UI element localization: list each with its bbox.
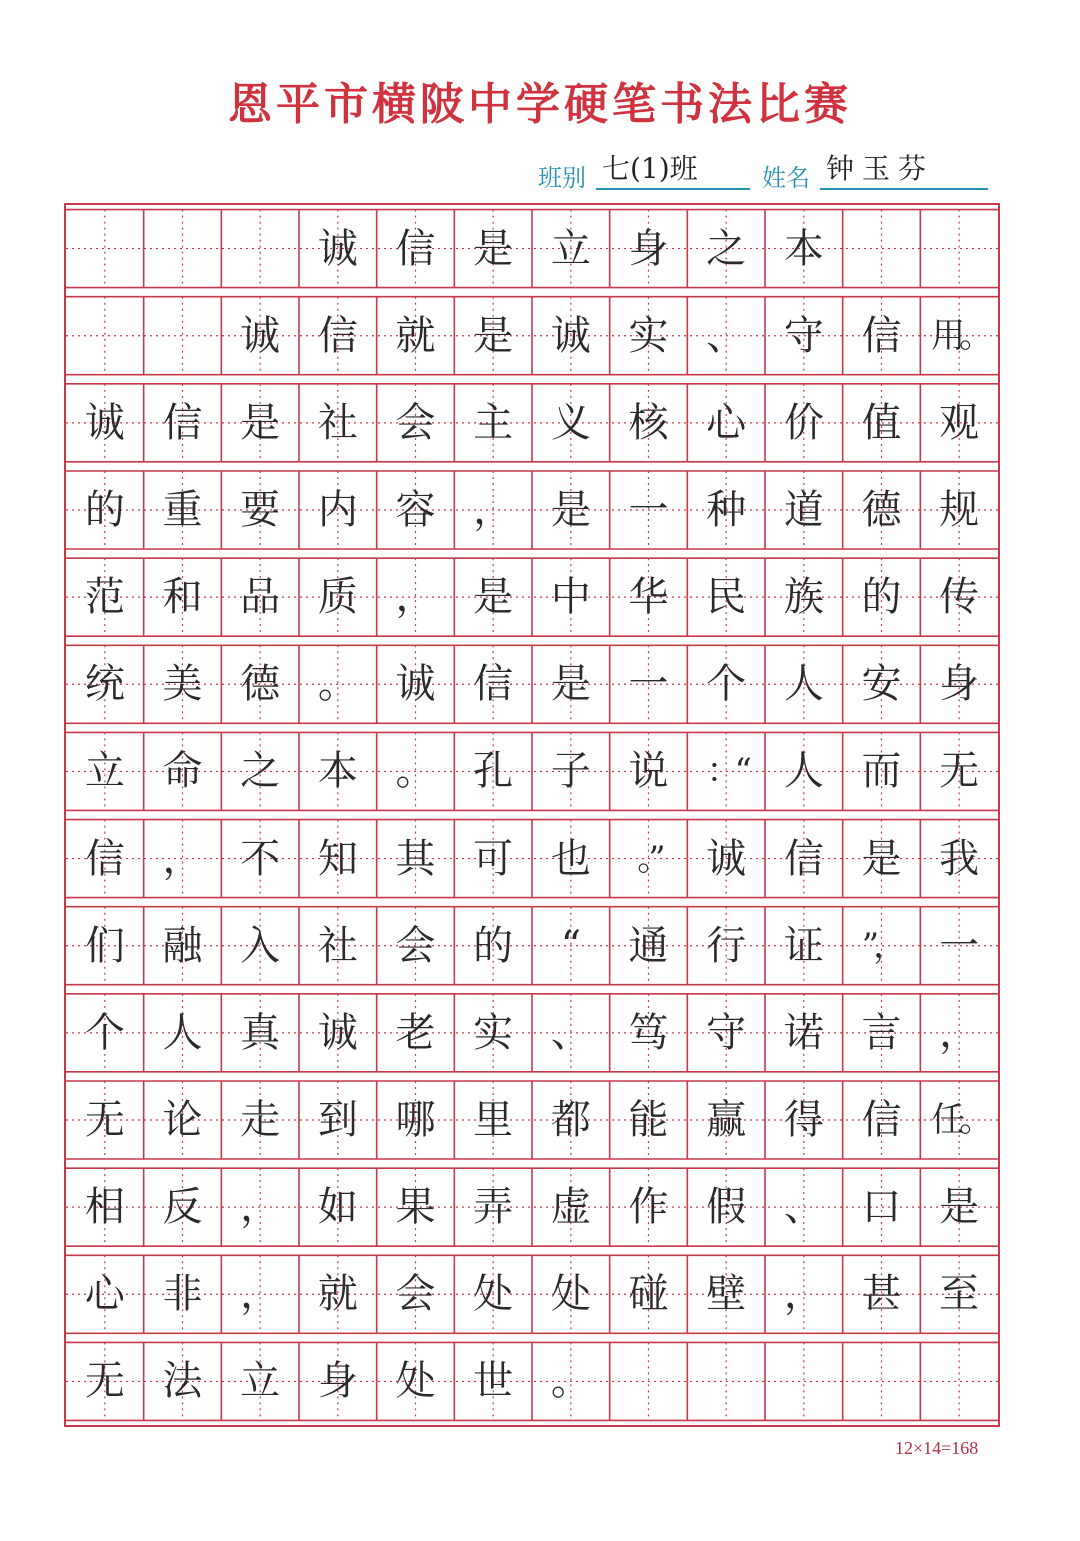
- grid-cell: 立: [240, 1358, 281, 1405]
- grid-cell: 甚: [861, 1271, 902, 1318]
- grid-cell: 得: [783, 1097, 824, 1143]
- grid-cell: 任。: [931, 1100, 988, 1140]
- grid-cell: 的: [84, 487, 125, 533]
- grid-cell: 世: [473, 1358, 514, 1405]
- grid-cell: 融: [162, 922, 203, 969]
- grid-cell: 立: [550, 225, 591, 272]
- grid-cell: 个: [84, 1009, 125, 1056]
- grid-cell: 通: [628, 922, 669, 969]
- grid-cell: 也: [550, 835, 591, 882]
- grid-cell: 子: [550, 748, 591, 795]
- grid-cell: 们: [84, 922, 125, 969]
- grid-cell: 。: [550, 1358, 591, 1405]
- grid-cell: 种: [706, 487, 747, 533]
- grid-cell: 碰: [628, 1271, 669, 1318]
- grid-cell: 言: [861, 1009, 902, 1056]
- grid-cell: 信: [395, 225, 436, 272]
- grid-cell: 之: [240, 748, 281, 795]
- grid-cell: 信: [861, 1097, 902, 1143]
- grid-cell: [144, 297, 222, 375]
- grid-cell: 真: [240, 1009, 281, 1056]
- grid-cell: [610, 1342, 688, 1420]
- grid-cell: “: [560, 922, 582, 969]
- grid-cell: 立: [84, 748, 125, 795]
- grid-cell: 一: [939, 922, 980, 969]
- grid-cell: 容: [395, 487, 436, 533]
- grid-cell: 至: [939, 1271, 980, 1318]
- grid-cell: 反: [162, 1184, 203, 1231]
- grid-cell: 安: [861, 661, 902, 708]
- cell-count: 12×14=168: [895, 1438, 979, 1458]
- grid-cell: 如: [317, 1184, 358, 1231]
- grid-cell: 作: [628, 1184, 669, 1231]
- grid-cell: ，: [783, 1271, 824, 1318]
- grid-cell: 诚: [317, 1009, 358, 1056]
- grid-cell: 入: [240, 922, 281, 969]
- grid-cell: 诚: [550, 312, 591, 359]
- grid-cell: 之: [706, 225, 747, 272]
- grid-cell: 孔: [473, 748, 514, 795]
- grid-cell: ，: [240, 1184, 281, 1231]
- grid-cell: 无: [939, 748, 980, 795]
- grid-cell: 统: [84, 661, 125, 708]
- grid-cell: 诚: [317, 225, 358, 272]
- grid-cell: [920, 210, 998, 288]
- grid-cell: 是: [550, 661, 591, 708]
- grid-cell: 里: [473, 1097, 514, 1143]
- grid-cell: 行: [706, 922, 747, 969]
- grid-cell: 诚: [84, 399, 125, 446]
- grid-cell: 品: [240, 574, 281, 621]
- grid-cell: 会: [395, 1271, 436, 1318]
- grid-cell: 的: [473, 922, 514, 969]
- grid-cell: 非: [162, 1271, 203, 1318]
- grid-cell: 民: [706, 574, 747, 621]
- grid-cell: [221, 210, 299, 288]
- grid-cell: 本: [783, 225, 824, 272]
- grid-cell: 不: [240, 835, 281, 882]
- grid-cell: 笃: [628, 1009, 669, 1056]
- grid-cell: 是: [240, 399, 281, 446]
- grid-cell: 是: [473, 312, 514, 359]
- grid-cell: 无: [84, 1358, 125, 1405]
- grid-cell: 其: [395, 835, 436, 882]
- grid-cell: 壁: [706, 1271, 747, 1318]
- grid-cell: 诚: [706, 835, 747, 882]
- grid-cell: 重: [162, 487, 203, 533]
- grid-cell: 个: [706, 661, 747, 708]
- grid-cell: 人: [783, 748, 824, 795]
- grid-cell: [144, 210, 222, 288]
- grid-cell: ，: [162, 835, 203, 882]
- grid-cell: 处: [550, 1271, 591, 1318]
- grid-cell: ”，: [861, 925, 902, 966]
- grid-cell: ，: [939, 1009, 980, 1056]
- name-value: 钟玉芬: [820, 150, 988, 190]
- grid-cell: 就: [317, 1271, 358, 1318]
- grid-cell: 知: [317, 835, 358, 882]
- grid-cell: 信: [84, 835, 125, 882]
- grid-cell: 实: [628, 312, 669, 359]
- grid-cell: 社: [317, 399, 358, 446]
- grid-cell: 观: [939, 399, 980, 446]
- grid-cell: 诚: [240, 312, 281, 359]
- grid-cell: 信: [317, 312, 358, 359]
- grid-cells: [66, 205, 998, 1425]
- grid-cell: 实: [473, 1009, 514, 1056]
- grid-cell: 心: [84, 1271, 125, 1318]
- grid-cell: 本: [317, 748, 358, 795]
- grid-cell: 。”: [637, 838, 660, 879]
- grid-cell: 、: [783, 1184, 824, 1231]
- grid-cell: 的: [861, 574, 902, 621]
- grid-cell: 义: [550, 399, 591, 446]
- grid-cell: 无: [84, 1097, 125, 1143]
- grid-cell: 身: [939, 661, 980, 708]
- grid-cell: 是: [473, 225, 514, 272]
- grid-cell: 走: [240, 1097, 281, 1143]
- grid-cell: 要: [240, 487, 281, 533]
- grid-cell: 都: [550, 1097, 591, 1143]
- grid-cell: 质: [317, 574, 358, 621]
- grid-cell: 信: [783, 835, 824, 882]
- grid-cell: 我: [939, 835, 980, 882]
- grid-cell: 果: [395, 1184, 436, 1231]
- grid-cell: 就: [395, 312, 436, 359]
- grid-cell: 信: [473, 661, 514, 708]
- grid-cell: 法: [162, 1358, 203, 1405]
- grid-cell: 规: [939, 487, 980, 533]
- grid-cell: 一: [628, 661, 669, 708]
- grid-cell: 人: [162, 1009, 203, 1056]
- grid-cell: 守: [783, 312, 824, 359]
- grid-cell: 而: [861, 748, 902, 795]
- grid-cell: 内: [317, 487, 358, 533]
- name-label: 姓名: [762, 164, 810, 192]
- grid-cell: 是: [473, 574, 514, 621]
- grid-cell: [66, 297, 144, 375]
- grid-cell: 虚: [550, 1184, 591, 1231]
- grid-cell: 价: [783, 399, 824, 446]
- grid-cell: 论: [162, 1097, 203, 1143]
- grid-cell: 华: [628, 574, 669, 621]
- grid-cell: 到: [317, 1097, 358, 1143]
- grid-cell: 德: [240, 661, 281, 708]
- grid-cell: 身: [628, 225, 669, 272]
- writing-grid: [64, 203, 1000, 1427]
- grid-cell: 信: [861, 312, 902, 359]
- grid-cell: [66, 210, 144, 288]
- class-value: 七(1)班: [596, 150, 750, 190]
- grid-cell: 传: [939, 574, 980, 621]
- grid-cell: 值: [861, 399, 902, 446]
- grid-cell: ，: [240, 1271, 281, 1318]
- grid-cell: 主: [473, 399, 514, 446]
- grid-cell: 守: [706, 1009, 747, 1056]
- grid-cell: 核: [628, 399, 669, 446]
- grid-cell: 身: [317, 1358, 358, 1405]
- grid-cell: 和: [162, 574, 203, 621]
- grid-cell: 一: [628, 487, 669, 533]
- grid-cell: 口: [861, 1184, 902, 1231]
- grid-cell: 、: [550, 1009, 591, 1056]
- grid-cell: 证: [783, 922, 824, 969]
- grid-cell: 老: [395, 1009, 436, 1056]
- grid-cell: 道: [783, 487, 824, 533]
- grid-cell: 心: [706, 399, 747, 446]
- grid-cell: 族: [783, 574, 824, 621]
- grid-cell: ，: [473, 487, 514, 533]
- grid-cell: 处: [473, 1271, 514, 1318]
- page-title: 恩平市横陂中学硬笔书法比赛: [228, 79, 852, 130]
- grid-cell: 处: [395, 1358, 436, 1405]
- grid-cell: 信: [162, 399, 203, 446]
- grid-cell: 诚: [395, 661, 436, 708]
- grid-cell: 是: [550, 487, 591, 533]
- grid-cell: [843, 1342, 921, 1420]
- class-label: 班别: [538, 164, 586, 192]
- grid-cell: 相: [84, 1184, 125, 1231]
- grid-cell: 美: [162, 661, 203, 708]
- grid-cell: 命: [162, 748, 203, 795]
- grid-cell: 弄: [473, 1184, 514, 1231]
- grid-cell: ：“: [706, 751, 746, 792]
- grid-cell: 会: [395, 922, 436, 969]
- grid-cell: [765, 1342, 843, 1420]
- grid-cell: [687, 1342, 765, 1420]
- grid-cell: 诺: [783, 1009, 824, 1056]
- grid-cell: 社: [317, 922, 358, 969]
- grid-cell: 赢: [706, 1097, 747, 1143]
- grid-cell: 人: [783, 661, 824, 708]
- grid-cell: 。: [317, 661, 358, 708]
- student-info: [0, 150, 1080, 194]
- grid-cell: 德: [861, 487, 902, 533]
- grid-cell: ，: [395, 574, 436, 621]
- grid-cell: 范: [84, 574, 125, 621]
- grid-cell: 说: [628, 748, 669, 795]
- grid-cell: 哪: [395, 1097, 436, 1143]
- grid-cell: 会: [395, 399, 436, 446]
- grid-cell: 假: [706, 1184, 747, 1231]
- grid-cell: 是: [861, 835, 902, 882]
- grid-cell: [843, 210, 921, 288]
- grid-cell: 、: [706, 312, 747, 359]
- grid-cell: 可: [473, 835, 514, 882]
- grid-cell: [920, 1342, 998, 1420]
- grid-cell: 是: [939, 1184, 980, 1231]
- grid-cell: 中: [550, 574, 591, 621]
- grid-cell: 用。: [931, 315, 988, 356]
- grid-cell: 。: [395, 748, 436, 795]
- grid-cell: 能: [628, 1097, 669, 1143]
